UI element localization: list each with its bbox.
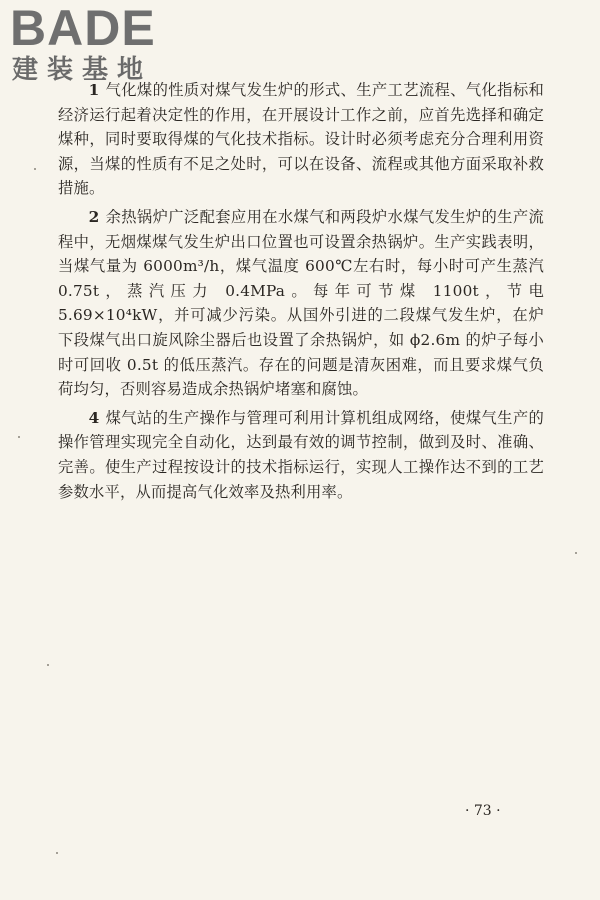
paragraph-text: 余热锅炉广泛配套应用在水煤气和两段炉水煤气发生炉的生产流程中，无烟煤煤气发生炉出口位置也可设置余热锅炉。生产实践表明，当煤气量为 6000m³/h，煤气温度 600℃左右时，每小时可产生蒸汽 0.75t，蒸汽压力 0.4MPa。每年可节煤 1100t，节电 5.69×10⁴kW，并可减少污染。从国外引进的二段煤气发生炉，在炉下段煤气出口旋风除尘器后也设置了余热锅炉，如 ϕ2.6m 的炉子每小时可回收 0.5t 的低压蒸汽。存在的问题是清灰困难，而且要求煤气负荷均匀，否则容易造成余热锅炉堵塞和腐蚀。: [58, 207, 544, 399]
scan-speck: [56, 852, 58, 854]
logo-wordmark: BADE: [10, 0, 156, 56]
paragraph-text: 气化煤的性质对煤气发生炉的形式、生产工艺流程、气化指标和经济运行起着决定性的作用，在开展设计工作之前，应首先选择和确定煤种，同时要取得煤的气化技术指标。设计时必须考虑充分合理利用资源，当煤的性质有不足之处时，可以在设备、流程或其他方面采取补救措施。: [58, 81, 544, 198]
paragraph-number: 1: [88, 81, 100, 99]
scan-speck: [34, 168, 36, 170]
scan-speck: [18, 436, 20, 438]
logo: [6, 2, 178, 84]
paragraph-number: 2: [88, 207, 100, 226]
paragraph-2: [58, 205, 544, 402]
paragraph-3: [58, 406, 544, 504]
paragraph-text: 煤气站的生产操作与管理可利用计算机组成网络，使煤气生产的操作管理实现完全自动化，达到最有效的调节控制，做到及时、准确、完善。使生产过程按设计的技术指标运行，实现人工操作达不到的工艺参数水平，从而提高气化效率及热利用率。: [58, 408, 544, 501]
logo-subtitle: 建装基地: [12, 55, 153, 85]
paragraph-number: 4: [88, 408, 100, 427]
page-number: · 73 ·: [465, 803, 501, 819]
scan-speck: [47, 664, 49, 666]
paragraph-1: [58, 78, 544, 201]
body-text: [58, 78, 544, 508]
scan-speck: [575, 552, 577, 554]
